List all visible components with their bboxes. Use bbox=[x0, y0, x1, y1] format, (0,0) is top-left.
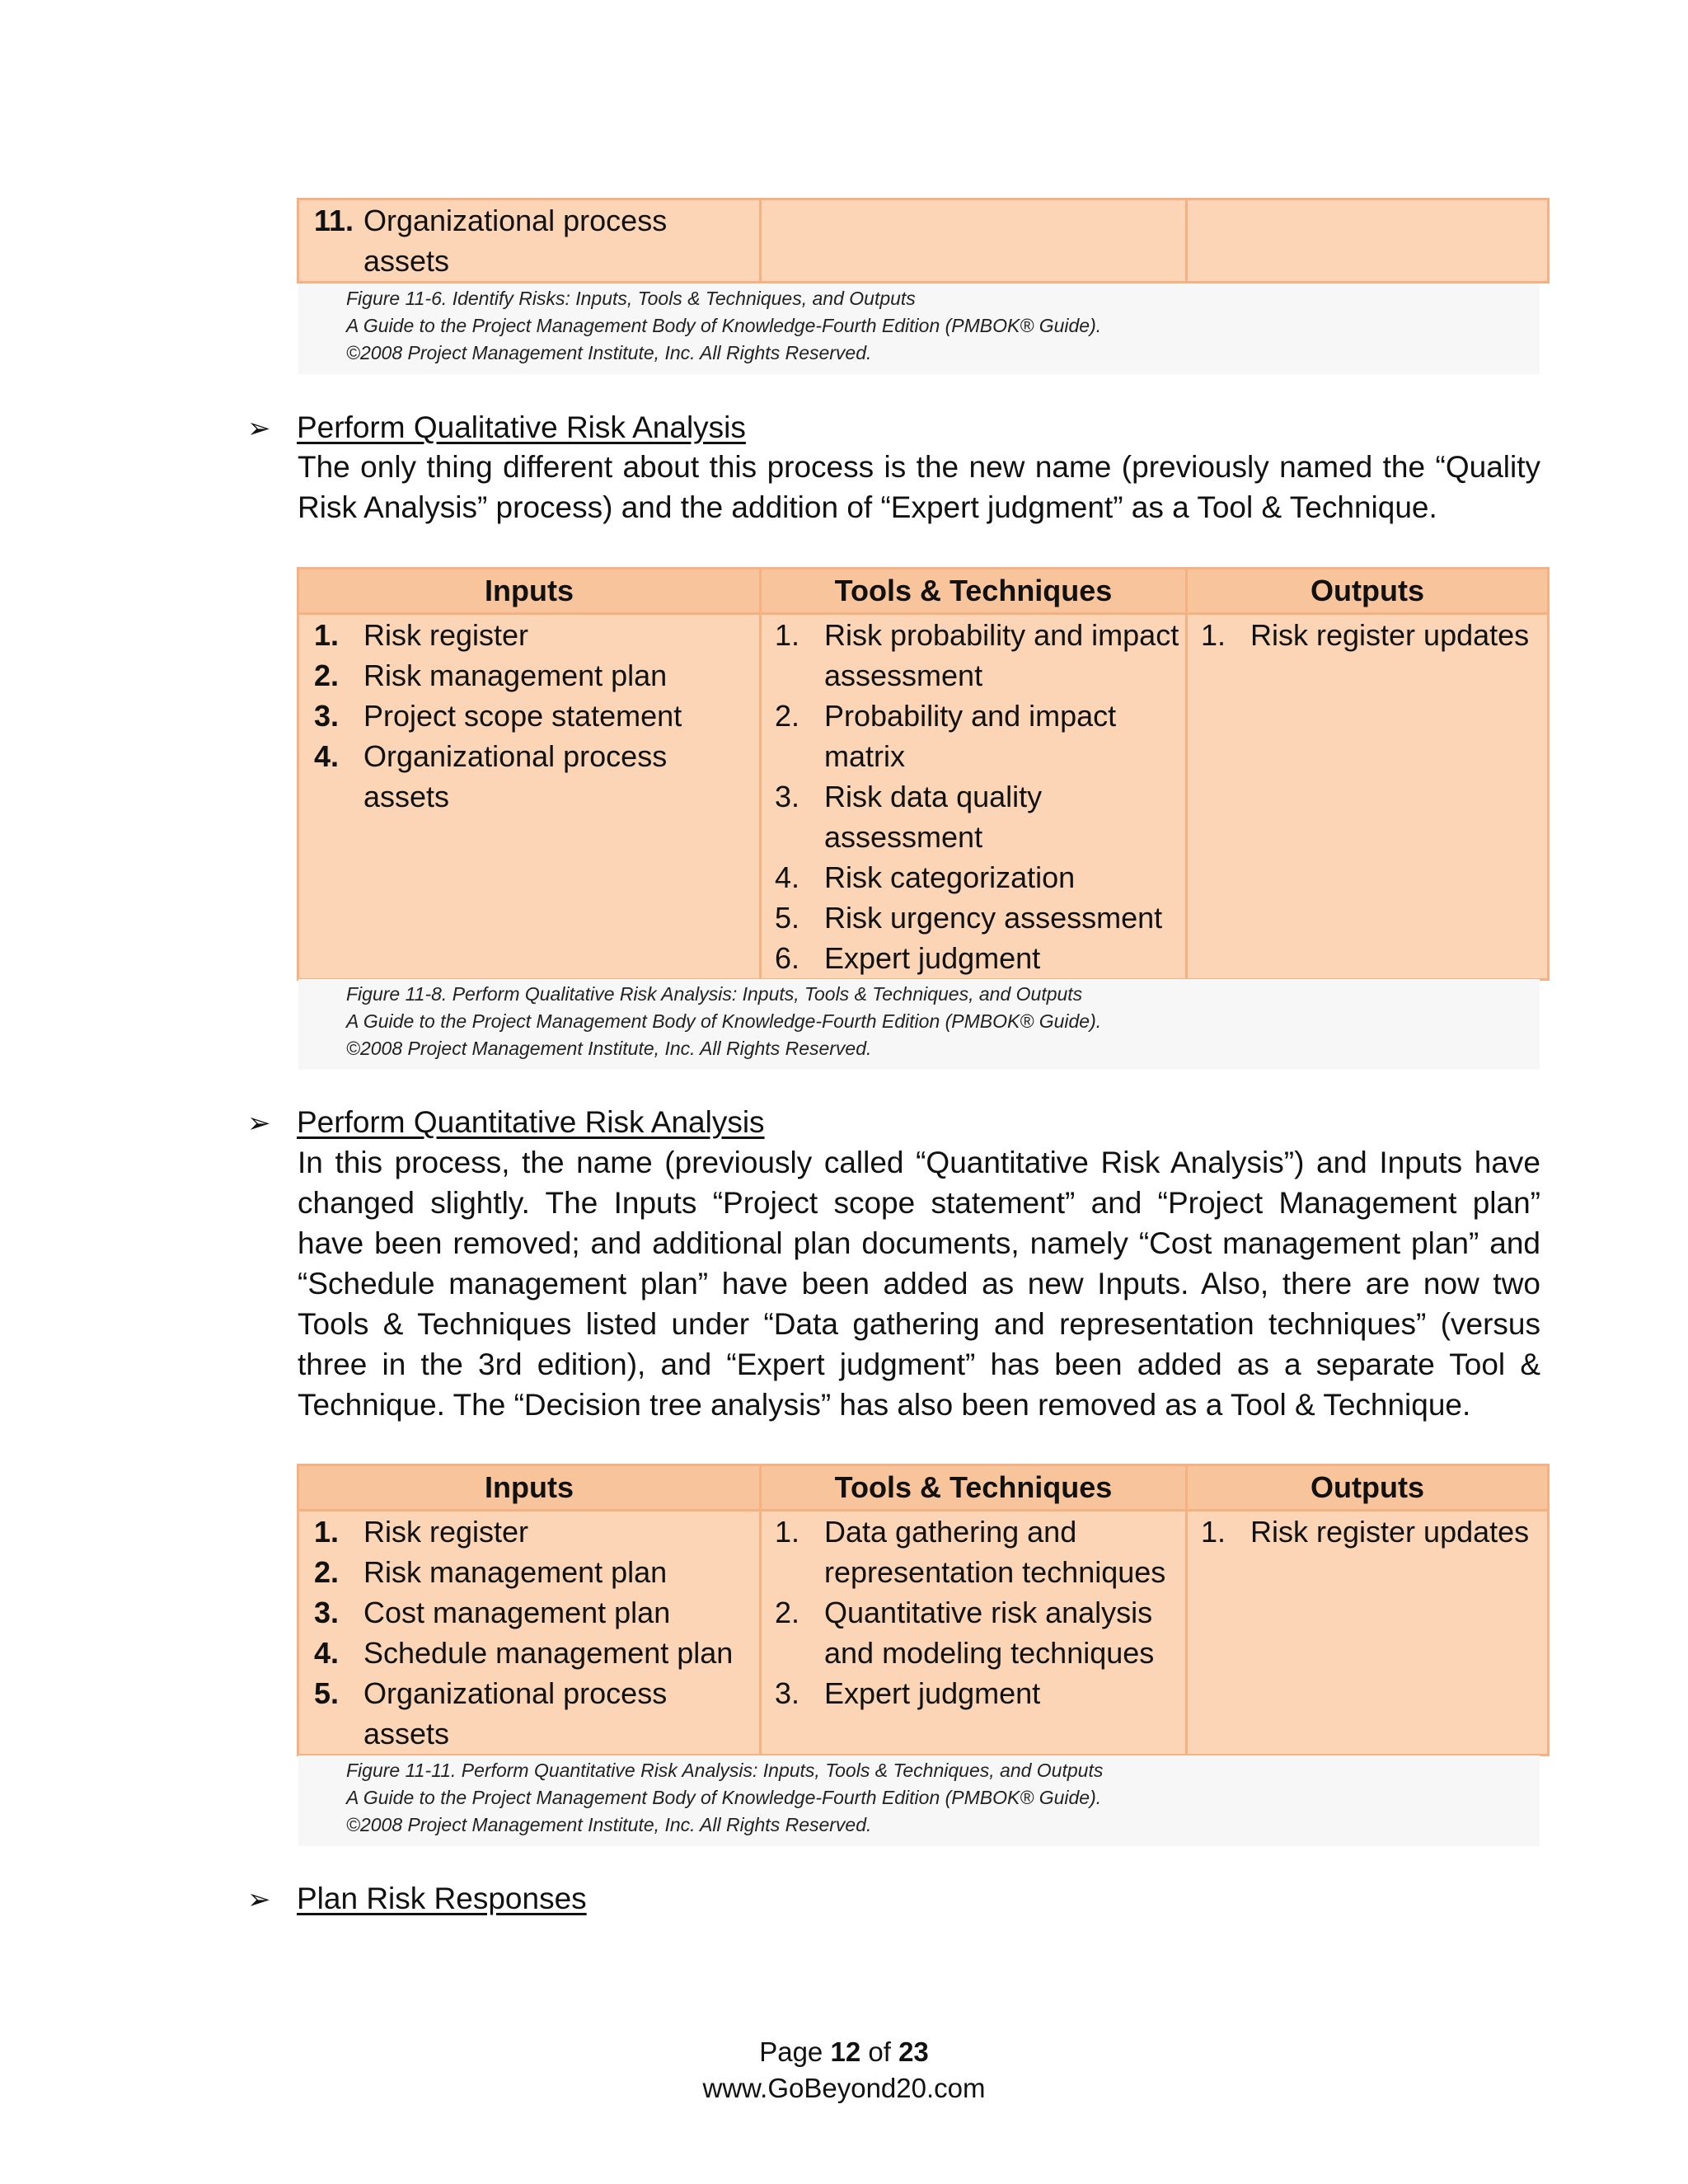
section-heading-row bbox=[247, 407, 746, 449]
figure-caption-11-8 bbox=[346, 981, 1101, 1062]
list-item bbox=[1188, 1511, 1547, 1552]
list-item bbox=[299, 1633, 759, 1673]
item-text: Cost management plan bbox=[363, 1596, 671, 1629]
tools-cell bbox=[761, 199, 1187, 283]
quantitative-risk-analysis-table bbox=[297, 1464, 1550, 1756]
item-text: Risk categorization bbox=[824, 860, 1076, 894]
header-tools: Tools & Techniques bbox=[761, 569, 1187, 614]
list-item bbox=[762, 857, 1185, 898]
item-text: Risk register bbox=[363, 618, 529, 652]
inputs-cell bbox=[298, 614, 761, 980]
item-number: 11. bbox=[314, 204, 354, 237]
website-link[interactable]: www.GoBeyond20.com bbox=[702, 2073, 986, 2103]
caption-line: ©2008 Project Management Institute, Inc. All Rights Reserved. bbox=[346, 1038, 872, 1059]
list-item bbox=[762, 1673, 1185, 1713]
tools-cell bbox=[761, 614, 1187, 980]
identify-risks-table-continued bbox=[297, 198, 1550, 284]
figure-caption-11-11 bbox=[346, 1757, 1103, 1839]
item-text: Data gathering and representation techniques bbox=[824, 1515, 1166, 1589]
item-number: 3. bbox=[314, 1596, 340, 1629]
caption-line: Figure 11-11. Perform Quantitative Risk Analysis: Inputs, Tools & Techniques, and Outputs bbox=[346, 1760, 1104, 1781]
caption-line: Figure 11-8. Perform Qualitative Risk Analysis: Inputs, Tools & Techniques, and Outputs bbox=[346, 983, 1083, 1005]
item-number: 4. bbox=[314, 739, 340, 773]
item-number: 2. bbox=[775, 1596, 800, 1629]
item-text: Risk register updates bbox=[1250, 618, 1530, 652]
item-number: 3. bbox=[775, 780, 800, 813]
page-of: of bbox=[868, 2036, 891, 2067]
list-item bbox=[299, 1511, 759, 1552]
item-text: Project scope statement bbox=[363, 699, 682, 733]
outputs-cell bbox=[1187, 1511, 1549, 1755]
list-item bbox=[299, 200, 759, 281]
caption-line: A Guide to the Project Management Body of Knowledge-Fourth Edition (PMBOK® Guide). bbox=[346, 1787, 1102, 1808]
header-inputs: Inputs bbox=[298, 569, 761, 614]
list-item bbox=[762, 898, 1185, 938]
item-number: 2. bbox=[314, 1555, 340, 1589]
page-current: 12 bbox=[830, 2036, 861, 2067]
caption-line: ©2008 Project Management Institute, Inc. All Rights Reserved. bbox=[346, 342, 872, 363]
caption-line: A Guide to the Project Management Body of Knowledge-Fourth Edition (PMBOK® Guide). bbox=[346, 1010, 1102, 1032]
item-text: Expert judgment bbox=[824, 1676, 1041, 1710]
list-item bbox=[762, 696, 1185, 776]
qualitative-risk-analysis-table bbox=[297, 567, 1550, 981]
item-text: Organizational process assets bbox=[363, 739, 668, 813]
list-item bbox=[299, 1673, 759, 1754]
list-item bbox=[299, 655, 759, 696]
item-text: Schedule management plan bbox=[363, 1636, 734, 1670]
item-text: Risk management plan bbox=[363, 1555, 668, 1589]
list-item bbox=[762, 1511, 1185, 1592]
list-item bbox=[1188, 615, 1547, 655]
header-outputs: Outputs bbox=[1187, 1465, 1549, 1511]
list-item bbox=[299, 696, 759, 736]
item-number: 1. bbox=[1201, 1515, 1226, 1549]
section-heading: Plan Risk Responses bbox=[297, 1882, 587, 1915]
item-text: Organizational process assets bbox=[363, 204, 668, 278]
outputs-cell bbox=[1187, 199, 1549, 283]
item-text: Risk management plan bbox=[363, 658, 668, 692]
item-number: 5. bbox=[314, 1676, 340, 1710]
table-header-row bbox=[298, 1465, 1549, 1511]
item-number: 3. bbox=[775, 1676, 800, 1710]
outputs-cell bbox=[1187, 614, 1549, 980]
arrow-bullet-icon: ➢ bbox=[247, 1884, 271, 1915]
item-text: Risk urgency assessment bbox=[824, 901, 1163, 935]
item-text: Expert judgment bbox=[824, 941, 1041, 975]
item-number: 3. bbox=[314, 699, 340, 733]
list-item bbox=[299, 736, 759, 817]
page-label: Page bbox=[759, 2036, 823, 2067]
page-footer bbox=[0, 2034, 1688, 2107]
item-text: Risk register updates bbox=[1250, 1515, 1530, 1549]
item-number: 1. bbox=[1201, 618, 1226, 652]
header-tools: Tools & Techniques bbox=[761, 1465, 1187, 1511]
list-item bbox=[762, 776, 1185, 857]
item-text: Quantitative risk analysis and modeling techniques bbox=[824, 1596, 1155, 1670]
item-number: 4. bbox=[314, 1636, 340, 1670]
page-total: 23 bbox=[898, 2036, 929, 2067]
list-item bbox=[299, 615, 759, 655]
item-text: Risk data quality assessment bbox=[824, 780, 1043, 854]
caption-line: Figure 11-6. Identify Risks: Inputs, Tools & Techniques, and Outputs bbox=[346, 288, 916, 309]
section-paragraph: The only thing different about this process is the new name (previously named the “Quality Risk Analysis” process) and the addition of “Expert judgment” as a Tool & Technique. bbox=[298, 450, 1540, 524]
item-text: Organizational process assets bbox=[363, 1676, 668, 1750]
caption-line: ©2008 Project Management Institute, Inc. All Rights Reserved. bbox=[346, 1814, 872, 1835]
header-inputs: Inputs bbox=[298, 1465, 761, 1511]
list-item bbox=[762, 938, 1185, 978]
item-number: 1. bbox=[775, 1515, 800, 1549]
list-item bbox=[762, 615, 1185, 696]
item-number: 2. bbox=[775, 699, 800, 733]
item-number: 6. bbox=[775, 941, 800, 975]
inputs-cell bbox=[298, 1511, 761, 1755]
section-heading-row bbox=[247, 1878, 587, 1920]
table-header-row bbox=[298, 569, 1549, 614]
item-text: Risk probability and impact assessment bbox=[824, 618, 1179, 692]
section-paragraph: In this process, the name (previously called “Quantitative Risk Analysis”) and Inputs have changed slightly. The Inputs “Project scope statement” and “Project Management plan” have been removed; and additional plan documents, namely “Cost management plan” and “Schedule management plan” have been added as new Inputs. Also, there are now two Tools & Techniques listed under “Data gathering and representation techniques” (versus three in the 3rd edition), and “Expert judgment” has been added as a separate Tool & Technique. The “Decision tree analysis” has also been removed as a Tool & Technique. bbox=[298, 1146, 1540, 1422]
list-item bbox=[762, 1592, 1185, 1673]
caption-line: A Guide to the Project Management Body of Knowledge-Fourth Edition (PMBOK® Guide). bbox=[346, 315, 1102, 336]
header-outputs: Outputs bbox=[1187, 569, 1549, 614]
tools-cell bbox=[761, 1511, 1187, 1755]
item-text: Risk register bbox=[363, 1515, 529, 1549]
page-number bbox=[0, 2034, 1688, 2070]
arrow-bullet-icon: ➢ bbox=[247, 1108, 271, 1139]
item-number: 1. bbox=[314, 618, 340, 652]
section-heading: Perform Qualitative Risk Analysis bbox=[297, 410, 746, 444]
item-text: Probability and impact matrix bbox=[824, 699, 1117, 773]
figure-caption-11-6 bbox=[346, 285, 1101, 367]
section-heading-row bbox=[247, 1102, 765, 1144]
arrow-bullet-icon: ➢ bbox=[247, 413, 271, 444]
item-number: 1. bbox=[775, 618, 800, 652]
list-item bbox=[299, 1552, 759, 1592]
item-number: 5. bbox=[775, 901, 800, 935]
item-number: 1. bbox=[314, 1515, 340, 1549]
section-heading: Perform Quantitative Risk Analysis bbox=[297, 1105, 765, 1139]
item-number: 4. bbox=[775, 860, 800, 894]
list-item bbox=[299, 1592, 759, 1633]
item-number: 2. bbox=[314, 658, 340, 692]
inputs-cell bbox=[298, 199, 761, 283]
